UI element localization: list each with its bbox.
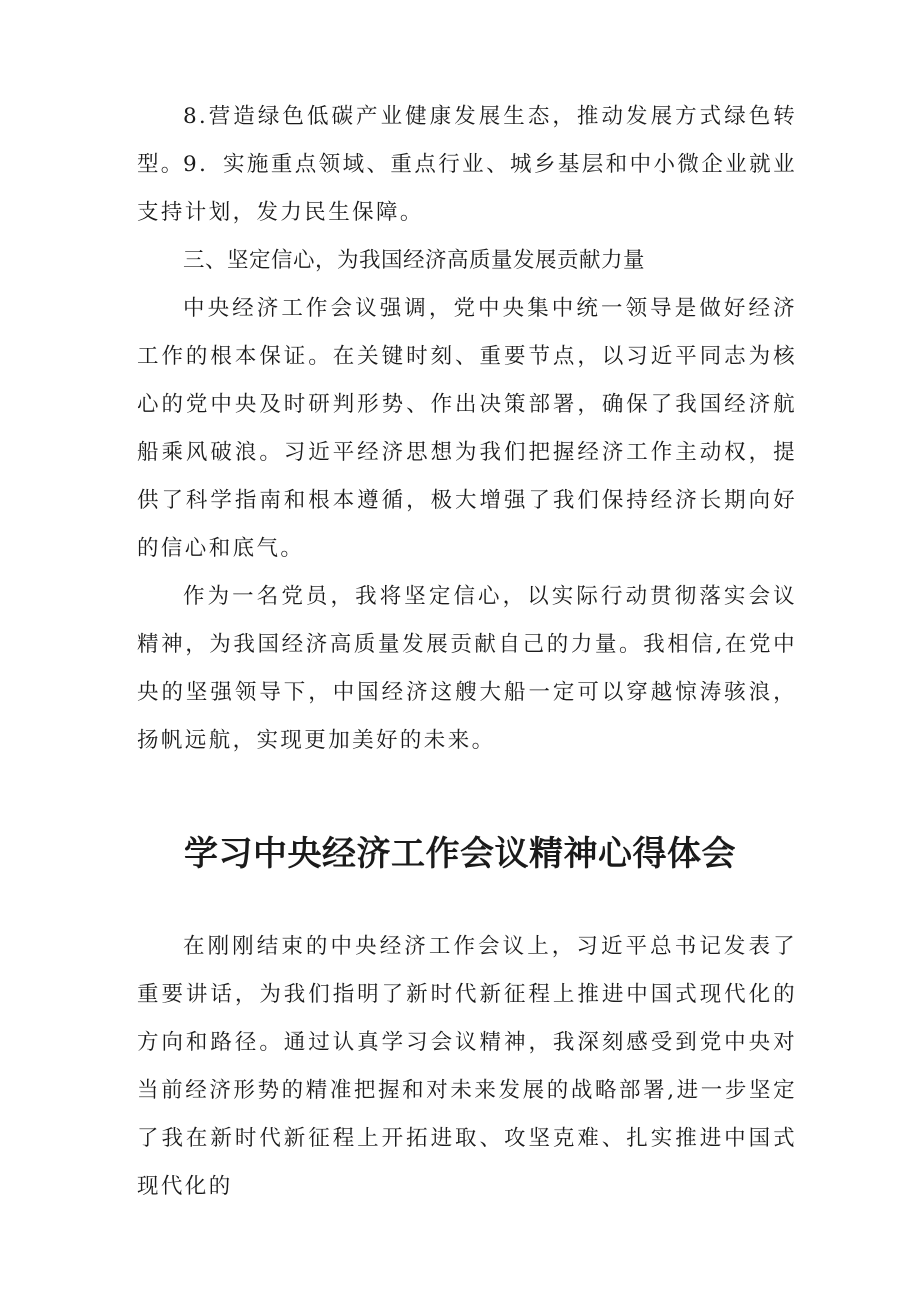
section-heading: 三、坚定信心，为我国经济高质量发展贡献力量 [183, 248, 646, 273]
list-item-9: 9．实施重点领域、重点行业、城乡基层和中小微企业就业支持计划，发力民生保障。 [137, 152, 797, 225]
article-title: 学习中央经济工作会议精神心得体会 [184, 834, 736, 874]
section-paragraph-1: 中央经济工作会议强调，党中央集中统一领导是做好经济工作的根本保证。在关键时刻、重要节点，以习近平同志为核心的党中央及时研判形势、作出决策部署，确保了我国经济航船乘风破浪。习近平经济思想为我们把握经济工作主动权，提供了科学指南和根本遵循，极大增强了我们保持经济长期向好的信心和底气。 [137, 296, 797, 561]
section-paragraph-2: 作为一名党员，我将坚定信心，以实际行动贯彻落实会议精神，为我国经济高质量发展贡献自己的力量。我相信,在党中央的坚强领导下，中国经济这艘大船一定可以穿越惊涛骇浪，扬帆远航，实现更加美好的未来。 [137, 584, 797, 753]
article-paragraph-1: 在刚刚结束的中央经济工作会议上，习近平总书记发表了重要讲话，为我们指明了新时代新征程上推进中国式现代化的方向和路径。通过认真学习会议精神，我深刻感受到党中央对当前经济形势的精准把握和对未来发展的战略部署,进一步坚定了我在新时代新征程上开拓进取、攻坚克难、扎实推进中国式现代化的 [137, 934, 797, 1199]
list-item-8: 8.营造绿色低碳产业健康发展生态，推动发展方式绿色转型。 [137, 104, 797, 177]
